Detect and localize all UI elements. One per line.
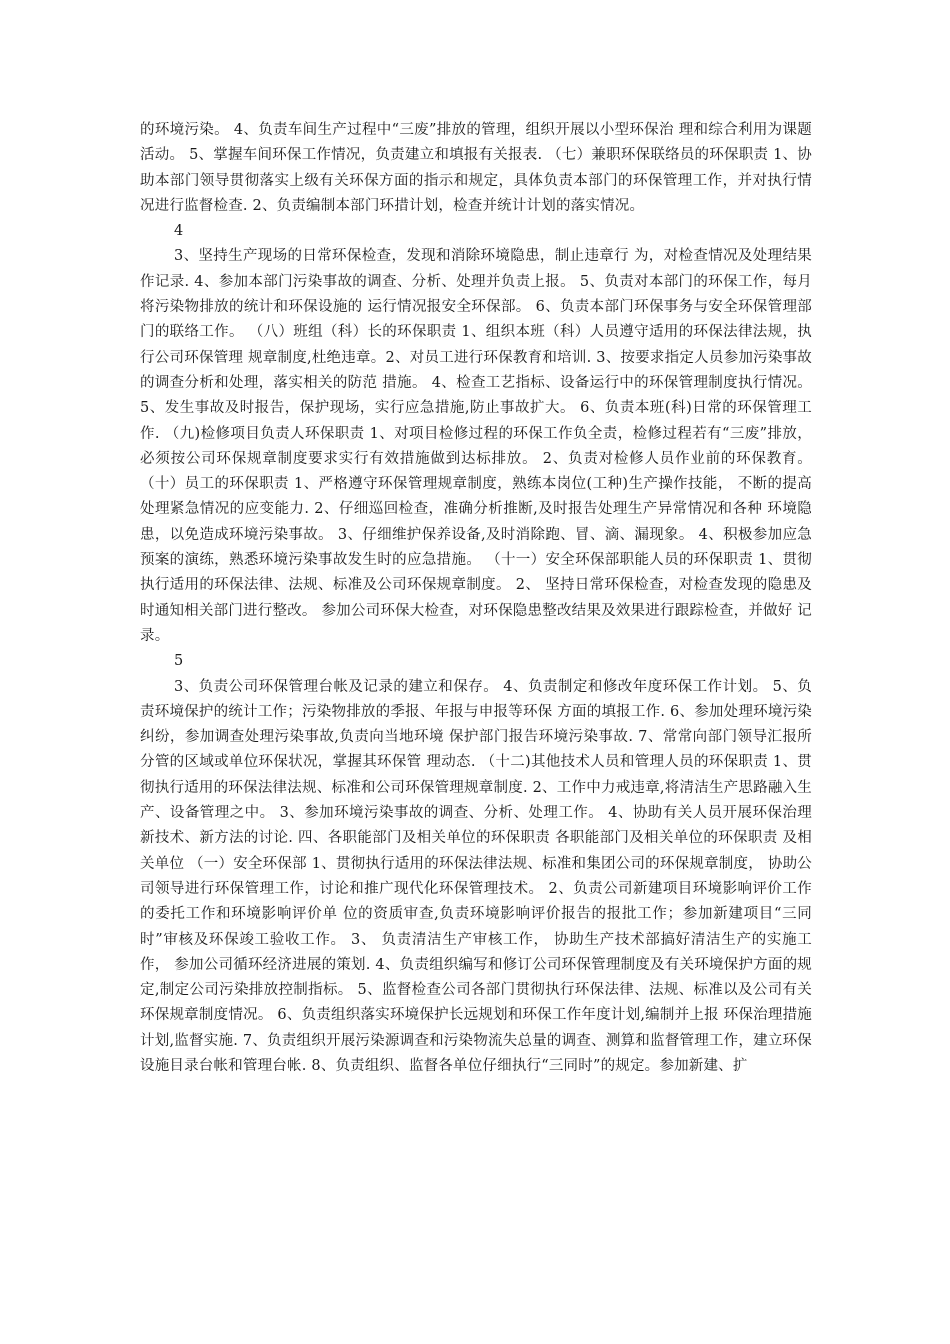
- text-block-2: 3、坚持生产现场的日常环保检查，发现和消除环境隐患，制止违章行 为，对检查情况及处理结果作记录. 4、参加本部门污染事故的调查、分析、处理并负责上报。 5、负责对本部门的环保工作，每月将污染物排放的统计和环保设施的 运行情况报安全环保部。 6、负责本部门环保事务与安全环保管理部门的联络工作。 （八）班组（科）长的环保职责 1、组织本班（科）人员遵守适用的环保法律法规，执行公司环保管理 规章制度,杜绝违章。2、对员工进行环保教育和培训. 3、按要求指定人员参加污染事故的调查分析和处理，落实相关的防范 措施。 4、检查工艺指标、设备运行中的环保管理制度执行情况。 5、发生事故及时报告，保护现场，实行应急措施,防止事故扩大。 6、负责本班(科)日常的环保管理工作. （九)检修项目负责人环保职责 1、对项目检修过程的环保工作负全责，检修过程若有“三废”排放， 必须按公司环保规章制度要求实行有效措施做到达标排放。 2、负责对检修人员作业前的环保教育。 （十）员工的环保职责 1、严格遵守环保管理规章制度，熟练本岗位(工种)生产操作技能， 不断的提高处理紧急情况的应变能力. 2、仔细巡回检查，准确分析推断,及时报告处理生产异常情况和各种 环境隐患，以免造成环境污染事故。 3、仔细维护保养设备,及时消除跑、冒、滴、漏现象。 4、积极参加应急预案的演练，熟悉环境污染事故发生时的应急措施。 （十一）安全环保部职能人员的环保职责 1、贯彻执行适用的环保法律、法规、标准及公司环保规章制度。 2、 坚持日常环保检查，对检查发现的隐患及时通知相关部门进行整改。 参加公司环保大检查，对环保隐患整改结果及效果进行跟踪检查，并做好 记录。: [140, 248, 812, 644]
- text-block-1: 的环境污染。 4、负责车间生产过程中“三废”排放的管理，组织开展以小型环保治 理和综合利用为课题活动。 5、掌握车间环保工作情况，负责建立和填报有关报表. （七）兼职环保联络员的环保职责 1、协助本部门领导贯彻落实上级有关环保方面的指示和规定，具体负责本部门的环保管理工作，并对执行情况进行监督检查. 2、负责编制本部门环措计划，检查并统计计划的落实情况。: [140, 122, 812, 214]
- text-block-3: 3、负责公司环保管理台帐及记录的建立和保存。 4、负责制定和修改年度环保工作计划。 5、负责环境保护的统计工作；污染物排放的季报、年报与申报等环保 方面的填报工作. 6、参加处理环境污染纠纷，参加调查处理污染事故,负责向当地环境 保护部门报告环境污染事故. 7、常常向部门领导汇报所分管的区域或单位环保状况，掌握其环保管 理动态. （十二)其他技术人员和管理人员的环保职责 1、贯彻执行适用的环保法律法规、标准和公司环保管理规章制度. 2、工作中力戒违章,将清洁生产思路融入生产、设备管理之中。 3、参加环境污染事故的调查、分析、处理工作。 4、协助有关人员开展环保治理新技术、新方法的讨论. 四、各职能部门及相关单位的环保职责 各职能部门及相关单位的环保职责 及相关单位 （一）安全环保部 1、贯彻执行适用的环保法律法规、标准和集团公司的环保规章制度， 协助公司领导进行环保管理工作，讨论和推广现代化环保管理技术。 2、负责公司新建项目环境影响评价工作的委托工作和环境影响评价单 位的资质审查,负责环境影响评价报告的报批工作；参加新建项目“三同 时”审核及环保竣工验收工作。 3、 负责清洁生产审核工作， 协助生产技术部搞好清洁生产的实施工作， 参加公司循环经济进展的策划. 4、负责组织编写和修订公司环保管理制度及有关环境保护方面的规 定,制定公司污染排放控制指标。 5、监督检查公司各部门贯彻执行环保法律、法规、标准以及公司有关 环保规章制度情况。 6、负责组织落实环境保护长远规划和环保工作年度计划,编制并上报 环保治理措施计划,监督实施. 7、负责组织开展污染源调查和污染物流失总量的调查、测算和监督管理工作，建立环保设施目录台帐和管理台帐. 8、负责组织、监督各单位仔细执行“三同时”的规定。参加新建、扩: [140, 678, 812, 1074]
- document-body: [140, 118, 812, 1079]
- page-number-5: 5: [174, 653, 184, 670]
- page-number-4: 4: [174, 223, 184, 240]
